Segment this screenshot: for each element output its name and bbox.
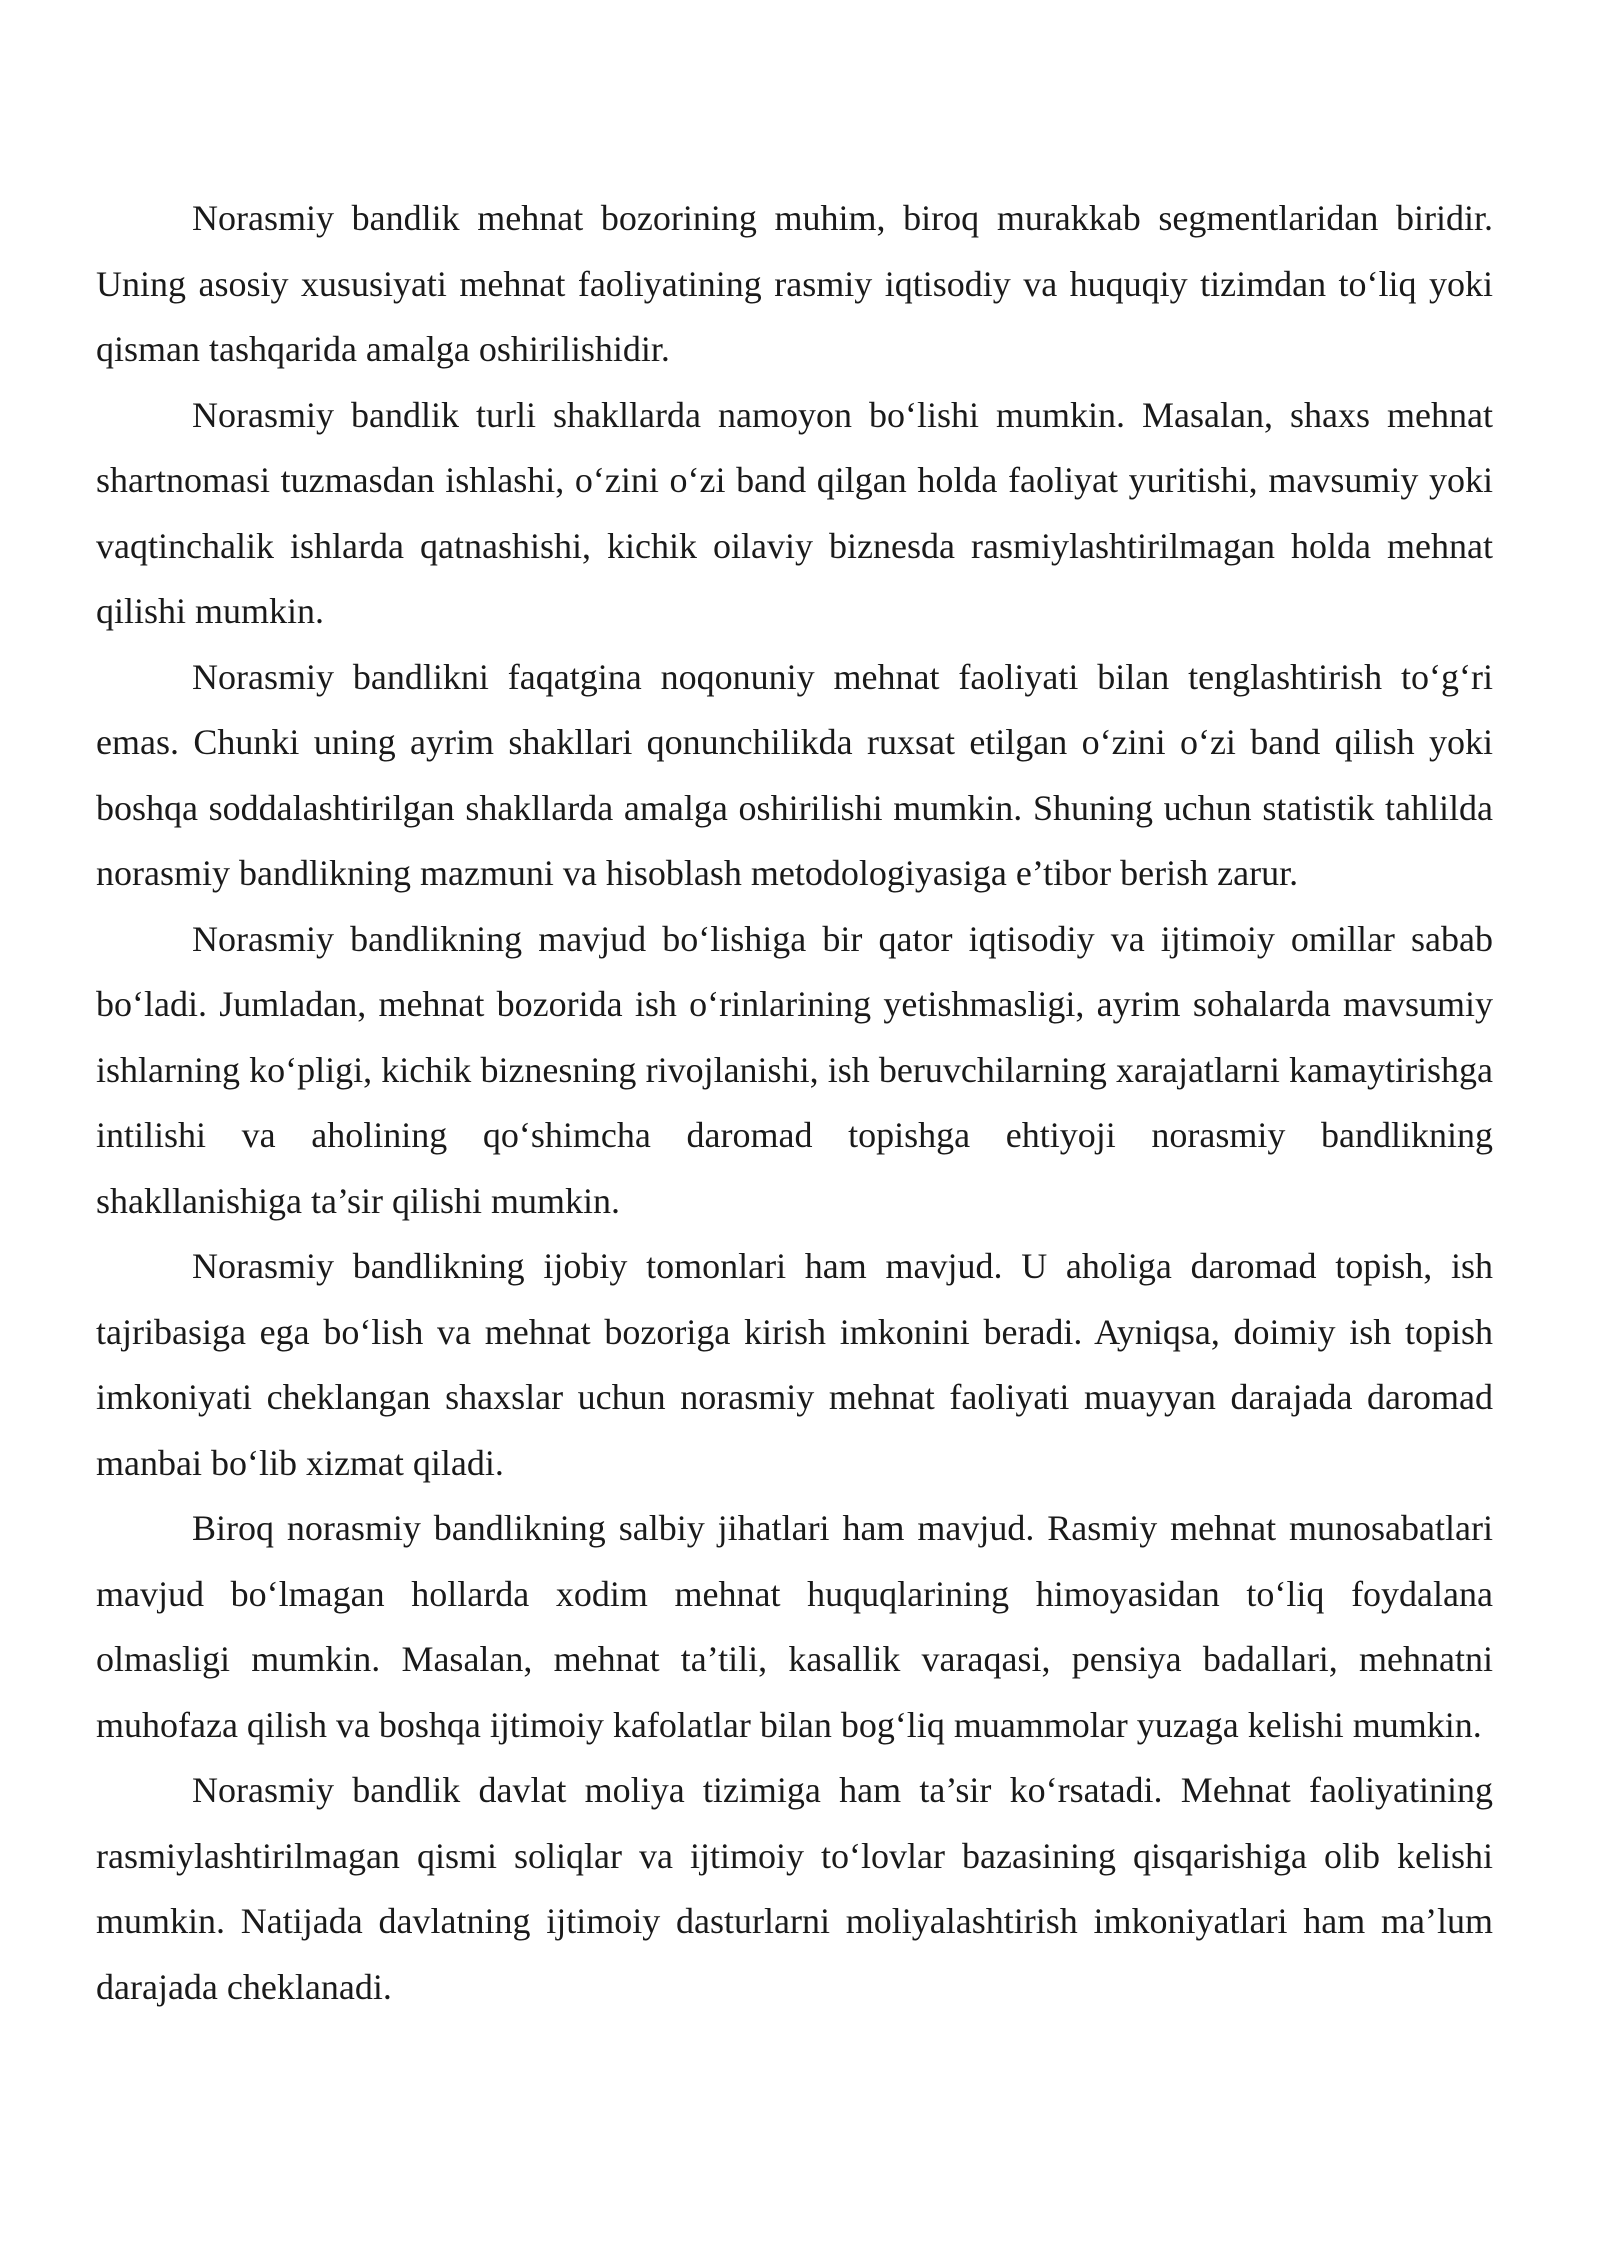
paragraph: Norasmiy bandlikning mavjud bo‘lishiga bir qator iqtisodiy va ijtimoiy omillar sabab bo‘ladi. Jumladan, mehnat bozorida ish o‘rinlarining yetishmasligi, ayrim sohalarda mavsumiy ishlarning ko‘pligi, kichik biznesning rivojlanishi, ish beruvchilarning xarajatlarni kamaytirishga intilishi va aholining qo‘shimcha daromad topishga ehtiyoji norasmiy bandlikning shakllanishiga ta’sir qilishi mumkin. (96, 918, 1493, 1221)
paragraph: Norasmiy bandlikni faqatgina noqonuniy mehnat faoliyati bilan tenglashtirish to‘g‘ri emas. Chunki uning ayrim shakllari qonunchilikda ruxsat etilgan o‘zini o‘zi band qilish yoki boshqa soddalashtirilgan shakllarda amalga oshirilishi mumkin. Shuning uchun statistik tahlilda norasmiy bandlikning mazmuni va hisoblash metodologiyasiga e’tibor berish zarur. (96, 656, 1493, 893)
paragraph: Norasmiy bandlikning ijobiy tomonlari ham mavjud. U aholiga daromad topish, ish tajribasiga ega bo‘lish va mehnat bozoriga kirish imkonini beradi. Ayniqsa, doimiy ish topish imkoniyati cheklangan shaxslar uchun norasmiy mehnat faoliyati muayyan darajada daromad manbai bo‘lib xizmat qiladi. (96, 1246, 1493, 1483)
paragraph: Norasmiy bandlik mehnat bozorining muhim, biroq murakkab segmentlaridan biridir. Uning asosiy xususiyati mehnat faoliyatining rasmiy iqtisodiy va huquqiy tizimdan to‘liq yoki qisman tashqarida amalga oshirilishidir. (96, 198, 1493, 369)
document-page (96, 186, 1493, 2020)
paragraph: Norasmiy bandlik turli shakllarda namoyon bo‘lishi mumkin. Masalan, shaxs mehnat shartnomasi tuzmasdan ishlashi, o‘zini o‘zi band qilgan holda faoliyat yuritishi, mavsumiy yoki vaqtinchalik ishlarda qatnashishi, kichik oilaviy biznesda rasmiylashtirilmagan holda mehnat qilishi mumkin. (96, 394, 1493, 631)
paragraph: Biroq norasmiy bandlikning salbiy jihatlari ham mavjud. Rasmiy mehnat munosabatlari mavjud bo‘lmagan hollarda xodim mehnat huquqlarining himoyasidan to‘liq foydalana olmasligi mumkin. Masalan, mehnat ta’tili, kasallik varaqasi, pensiya badallari, mehnatni muhofaza qilish va boshqa ijtimoiy kafolatlar bilan bog‘liq muammolar yuzaga kelishi mumkin. (96, 1508, 1493, 1745)
paragraph: Norasmiy bandlik davlat moliya tizimiga ham ta’sir ko‘rsatadi. Mehnat faoliyatining rasmiylashtirilmagan qismi soliqlar va ijtimoiy to‘lovlar bazasining qisqarishiga olib kelishi mumkin. Natijada davlatning ijtimoiy dasturlarni moliyalashtirish imkoniyatlari ham ma’lum darajada cheklanadi. (96, 1770, 1493, 2007)
